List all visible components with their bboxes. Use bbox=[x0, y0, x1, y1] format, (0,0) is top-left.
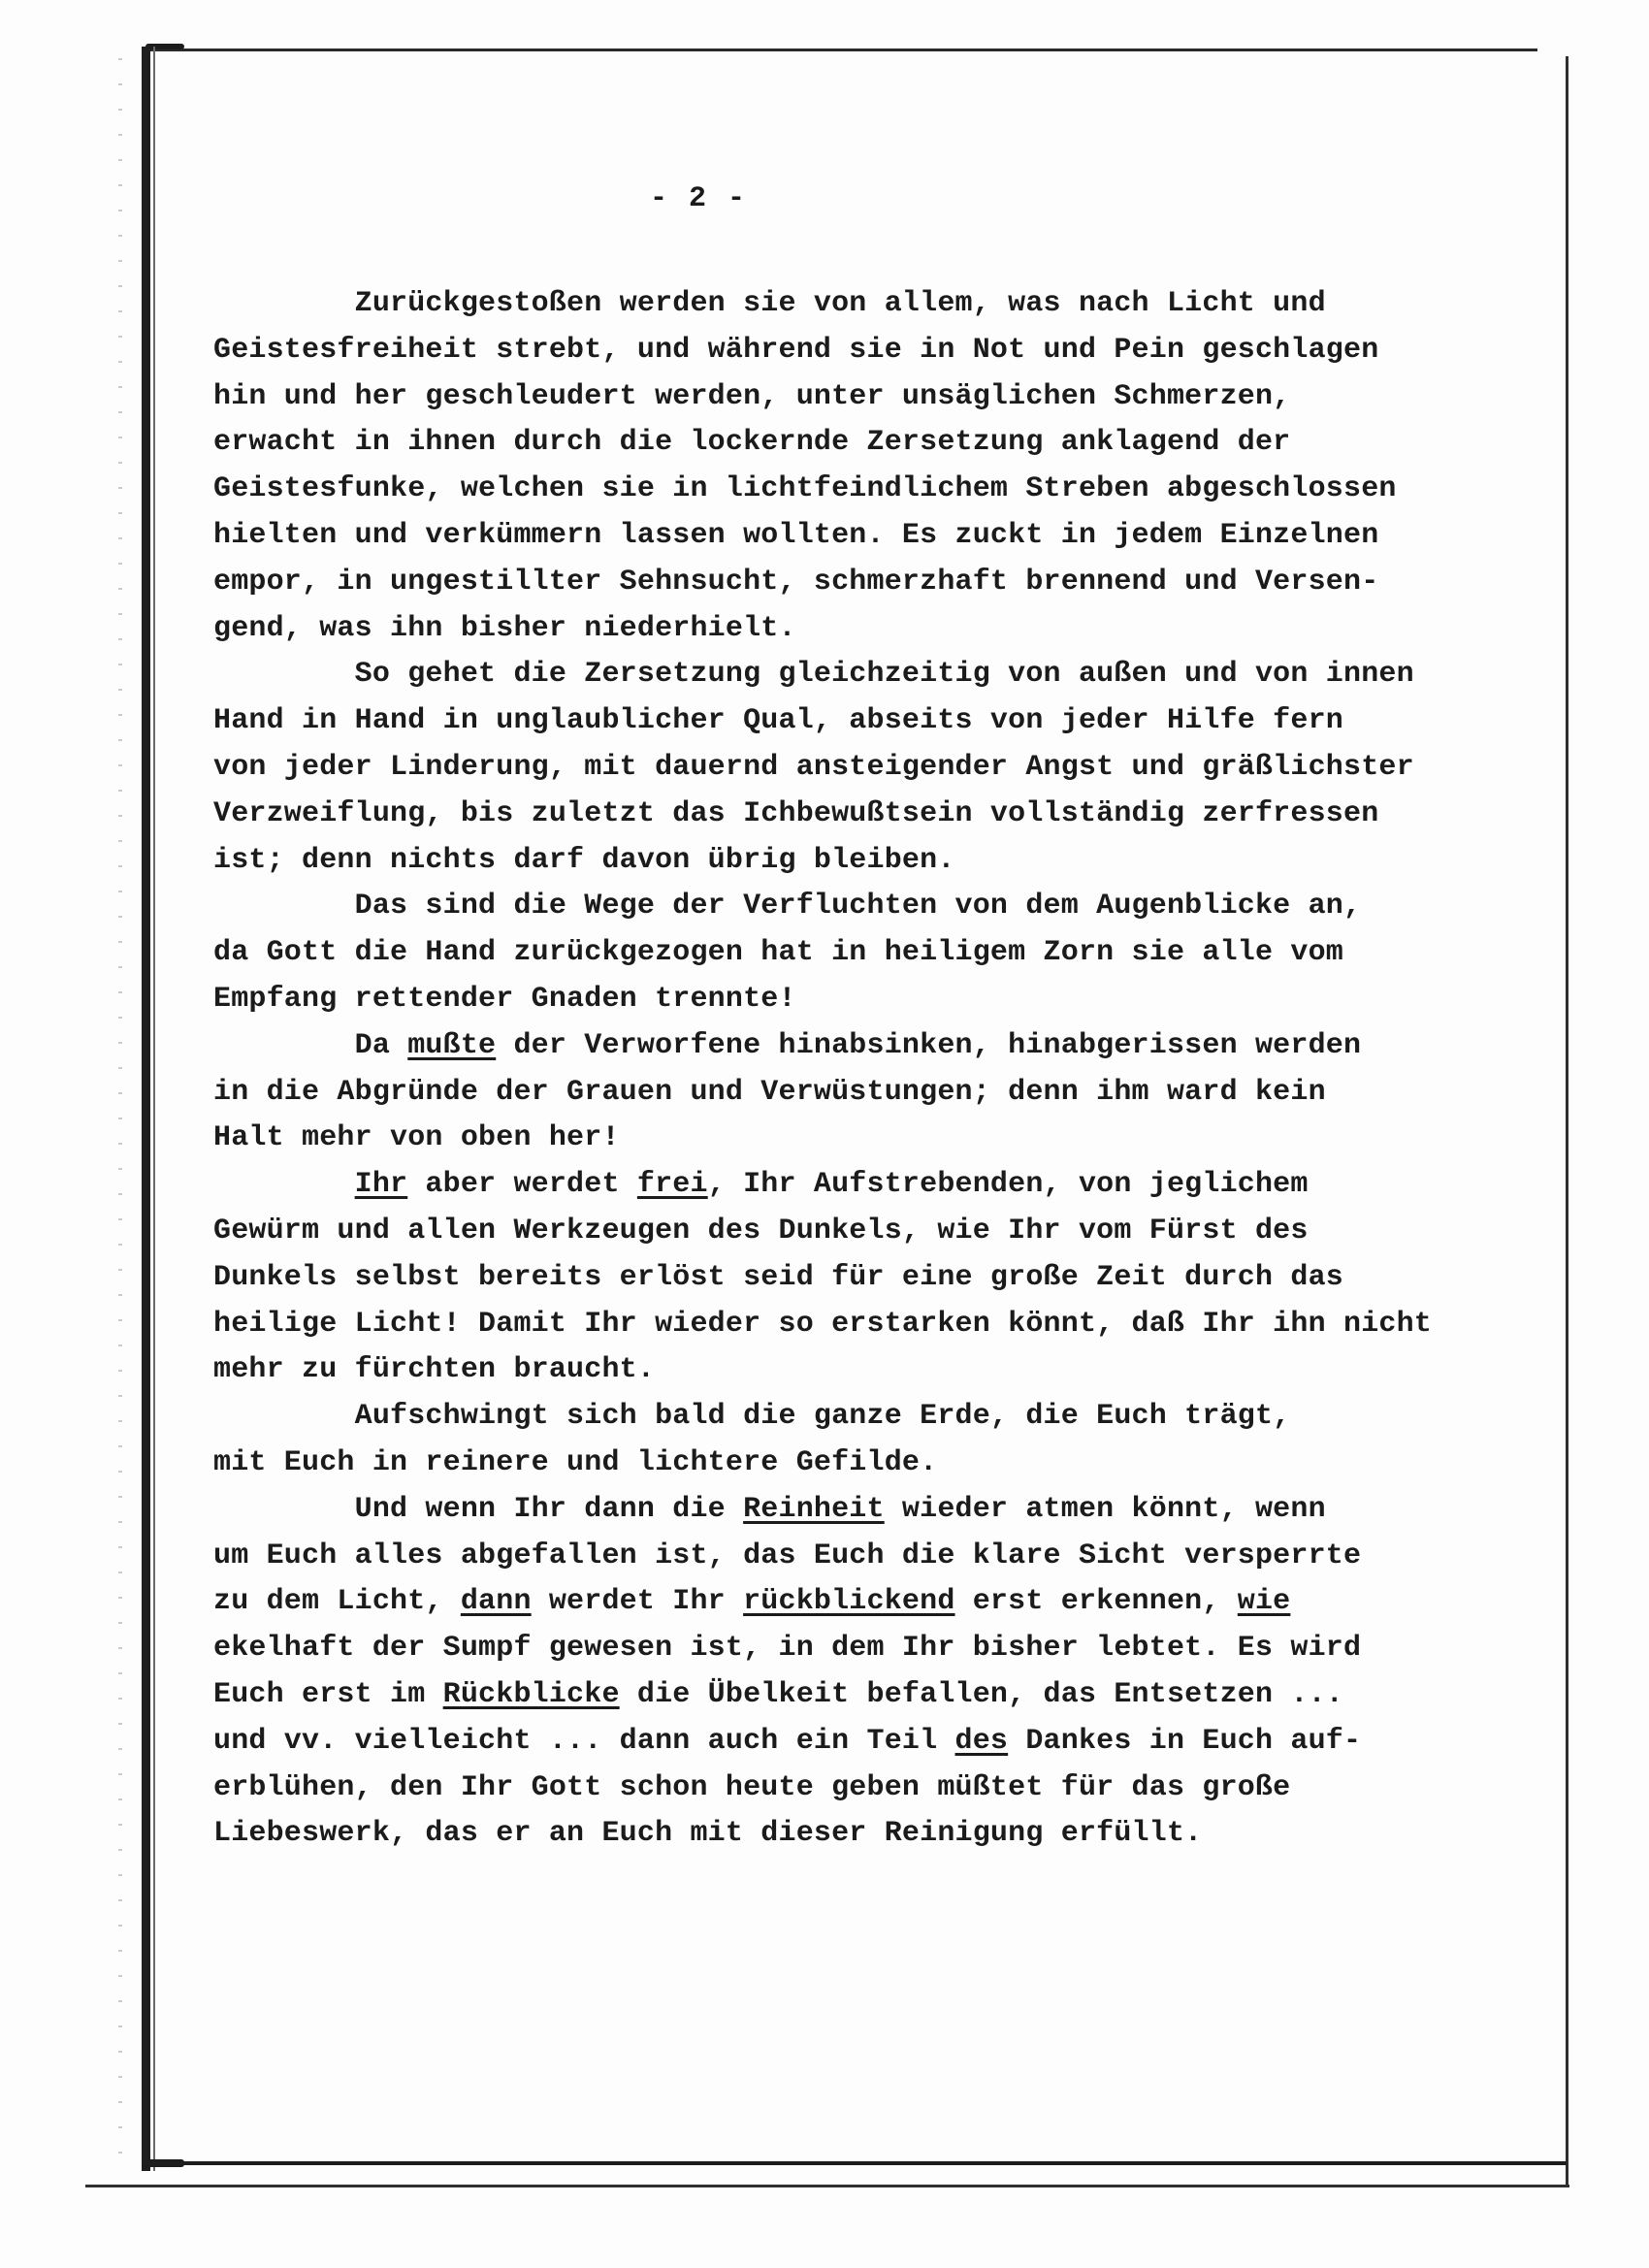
text-segment: mehr zu fürchten braucht. bbox=[213, 1353, 656, 1387]
text-segment: Euch erst im bbox=[213, 1677, 443, 1711]
frame-top-corner bbox=[146, 44, 184, 49]
text-segment: Liebeswerk, das er an Euch mit dieser Reinigung erfüllt. bbox=[213, 1817, 1203, 1851]
text-line bbox=[213, 1255, 1533, 1302]
text-segment: Das sind die Wege der Verfluchten von dem Augenblicke an, bbox=[213, 890, 1362, 923]
frame-bottom-line bbox=[146, 2161, 1567, 2165]
text-segment: in die Abgründe der Grauen und Verwüstungen; denn ihm ward kein bbox=[213, 1075, 1326, 1109]
text-segment: hin und her geschleudert werden, unter unsäglichen Schmerzen, bbox=[213, 379, 1291, 413]
underlined-word: rückblickend bbox=[743, 1585, 955, 1619]
underlined-word: wie bbox=[1237, 1585, 1291, 1619]
text-segment: Empfang rettender Gnaden trennte! bbox=[213, 982, 796, 1016]
text-line bbox=[213, 1487, 1533, 1534]
text-line bbox=[213, 652, 1533, 698]
text-segment: und vv. vielleicht ... dann auch ein Teil bbox=[213, 1724, 955, 1758]
text-line bbox=[213, 1811, 1533, 1858]
text-line bbox=[213, 1070, 1533, 1117]
text-segment: aber werdet bbox=[407, 1168, 637, 1202]
text-segment: Geistesfreiheit strebt, und während sie in Not und Pein geschlagen bbox=[213, 333, 1379, 367]
text-line bbox=[213, 1347, 1533, 1394]
text-segment: , Ihr Aufstrebenden, von jeglichem bbox=[707, 1168, 1309, 1202]
text-line bbox=[213, 930, 1533, 977]
text-segment: hielten und verkümmern lassen wollten. Es zuckt in jedem Einzelnen bbox=[213, 518, 1379, 552]
text-segment: Und wenn Ihr dann die bbox=[213, 1492, 744, 1526]
text-segment bbox=[213, 1168, 355, 1201]
frame-left-bar bbox=[142, 47, 150, 2171]
text-segment: ist; denn nichts darf davon übrig bleiben. bbox=[213, 843, 955, 877]
text-line bbox=[213, 513, 1533, 560]
body-text bbox=[213, 281, 1533, 1858]
text-segment: Da bbox=[213, 1028, 408, 1062]
text-segment: Aufschwingt sich bald die ganze Erde, die Euch trägt, bbox=[213, 1400, 1291, 1434]
text-line bbox=[213, 792, 1533, 838]
text-segment: der Verworfene hinabsinken, hinabgerissen werden bbox=[496, 1028, 1362, 1062]
text-segment: So gehet die Zersetzung gleichzeitig von außen und von innen bbox=[213, 658, 1414, 692]
text-segment: da Gott die Hand zurückgezogen hat in heiligem Zorn sie alle vom bbox=[213, 936, 1343, 970]
text-segment: Dunkels selbst bereits erlöst seid für eine große Zeit durch das bbox=[213, 1260, 1343, 1294]
underlined-word: Ihr bbox=[354, 1168, 408, 1202]
text-line bbox=[213, 1209, 1533, 1255]
text-segment: erst erkennen, bbox=[954, 1585, 1238, 1619]
text-segment: Hand in Hand in unglaublicher Qual, abseits von jeder Hilfe fern bbox=[213, 704, 1343, 738]
frame-bottom-outer-line bbox=[85, 2185, 1569, 2187]
underlined-word: mußte bbox=[407, 1028, 497, 1062]
text-segment: empor, in ungestillter Sehnsucht, schmerzhaft brennend und Versen- bbox=[213, 565, 1379, 599]
text-segment: heilige Licht! Damit Ihr wieder so erstarken könnt, daß Ihr ihn nicht bbox=[213, 1307, 1433, 1341]
frame-right-line bbox=[1566, 56, 1568, 2187]
margin-dots bbox=[118, 58, 122, 2154]
text-line bbox=[213, 1116, 1533, 1162]
text-line bbox=[213, 1579, 1533, 1626]
text-segment: Gewürm und allen Werkzeugen des Dunkels, wie Ihr vom Fürst des bbox=[213, 1214, 1309, 1247]
text-line bbox=[213, 838, 1533, 885]
text-segment: werdet Ihr bbox=[531, 1585, 744, 1619]
page-number: - 2 - bbox=[649, 182, 747, 215]
text-line bbox=[213, 1626, 1533, 1672]
text-line bbox=[213, 1302, 1533, 1348]
text-line bbox=[213, 281, 1533, 328]
underlined-word: des bbox=[954, 1724, 1009, 1758]
text-segment: Verzweiflung, bis zuletzt das Ichbewußtsein vollständig zerfressen bbox=[213, 796, 1379, 830]
underlined-word: dann bbox=[460, 1585, 532, 1619]
text-line bbox=[213, 698, 1533, 745]
text-line bbox=[213, 1023, 1533, 1070]
text-segment: Dankes in Euch auf- bbox=[1008, 1724, 1362, 1758]
frame-top-line bbox=[146, 49, 1537, 51]
text-line bbox=[213, 420, 1533, 467]
text-segment: erwacht in ihnen durch die lockernde Zersetzung anklagend der bbox=[213, 426, 1291, 460]
text-segment: ekelhaft der Sumpf gewesen ist, in dem Ihr bisher lebtet. Es wird bbox=[213, 1632, 1362, 1666]
text-line bbox=[213, 1441, 1533, 1487]
text-segment: von jeder Linderung, mit dauernd ansteigender Angst und gräßlichster bbox=[213, 750, 1414, 784]
underlined-word: Rückblicke bbox=[442, 1677, 620, 1711]
text-segment: mit Euch in reinere und lichtere Gefilde. bbox=[213, 1445, 938, 1479]
text-line bbox=[213, 467, 1533, 513]
frame-left-inner-line bbox=[153, 47, 155, 2171]
text-segment: Zurückgestoßen werden sie von allem, was nach Licht und bbox=[213, 287, 1326, 320]
text-line bbox=[213, 606, 1533, 653]
text-segment: die Übelkeit befallen, das Entsetzen ... bbox=[619, 1677, 1343, 1711]
text-line bbox=[213, 560, 1533, 606]
text-segment: zu dem Licht, bbox=[213, 1585, 461, 1619]
text-line bbox=[213, 374, 1533, 421]
underlined-word: Reinheit bbox=[743, 1492, 885, 1526]
text-line bbox=[213, 1672, 1533, 1719]
text-line bbox=[213, 1162, 1533, 1209]
underlined-word: frei bbox=[636, 1168, 708, 1202]
text-line bbox=[213, 977, 1533, 1023]
text-line bbox=[213, 328, 1533, 374]
text-line bbox=[213, 1766, 1533, 1812]
text-segment: Halt mehr von oben her! bbox=[213, 1121, 620, 1155]
text-segment: gend, was ihn bisher niederhielt. bbox=[213, 611, 796, 645]
text-segment: Geistesfunke, welchen sie in lichtfeindlichem Streben abgeschlossen bbox=[213, 472, 1397, 506]
text-line bbox=[213, 1394, 1533, 1441]
text-line bbox=[213, 1534, 1533, 1580]
text-segment: um Euch alles abgefallen ist, das Euch die klare Sicht versperrte bbox=[213, 1539, 1362, 1572]
text-line bbox=[213, 745, 1533, 792]
text-segment: wieder atmen könnt, wenn bbox=[884, 1492, 1326, 1526]
text-segment: erblühen, den Ihr Gott schon heute geben müßtet für das große bbox=[213, 1770, 1291, 1804]
text-line bbox=[213, 1719, 1533, 1766]
text-line bbox=[213, 884, 1533, 930]
